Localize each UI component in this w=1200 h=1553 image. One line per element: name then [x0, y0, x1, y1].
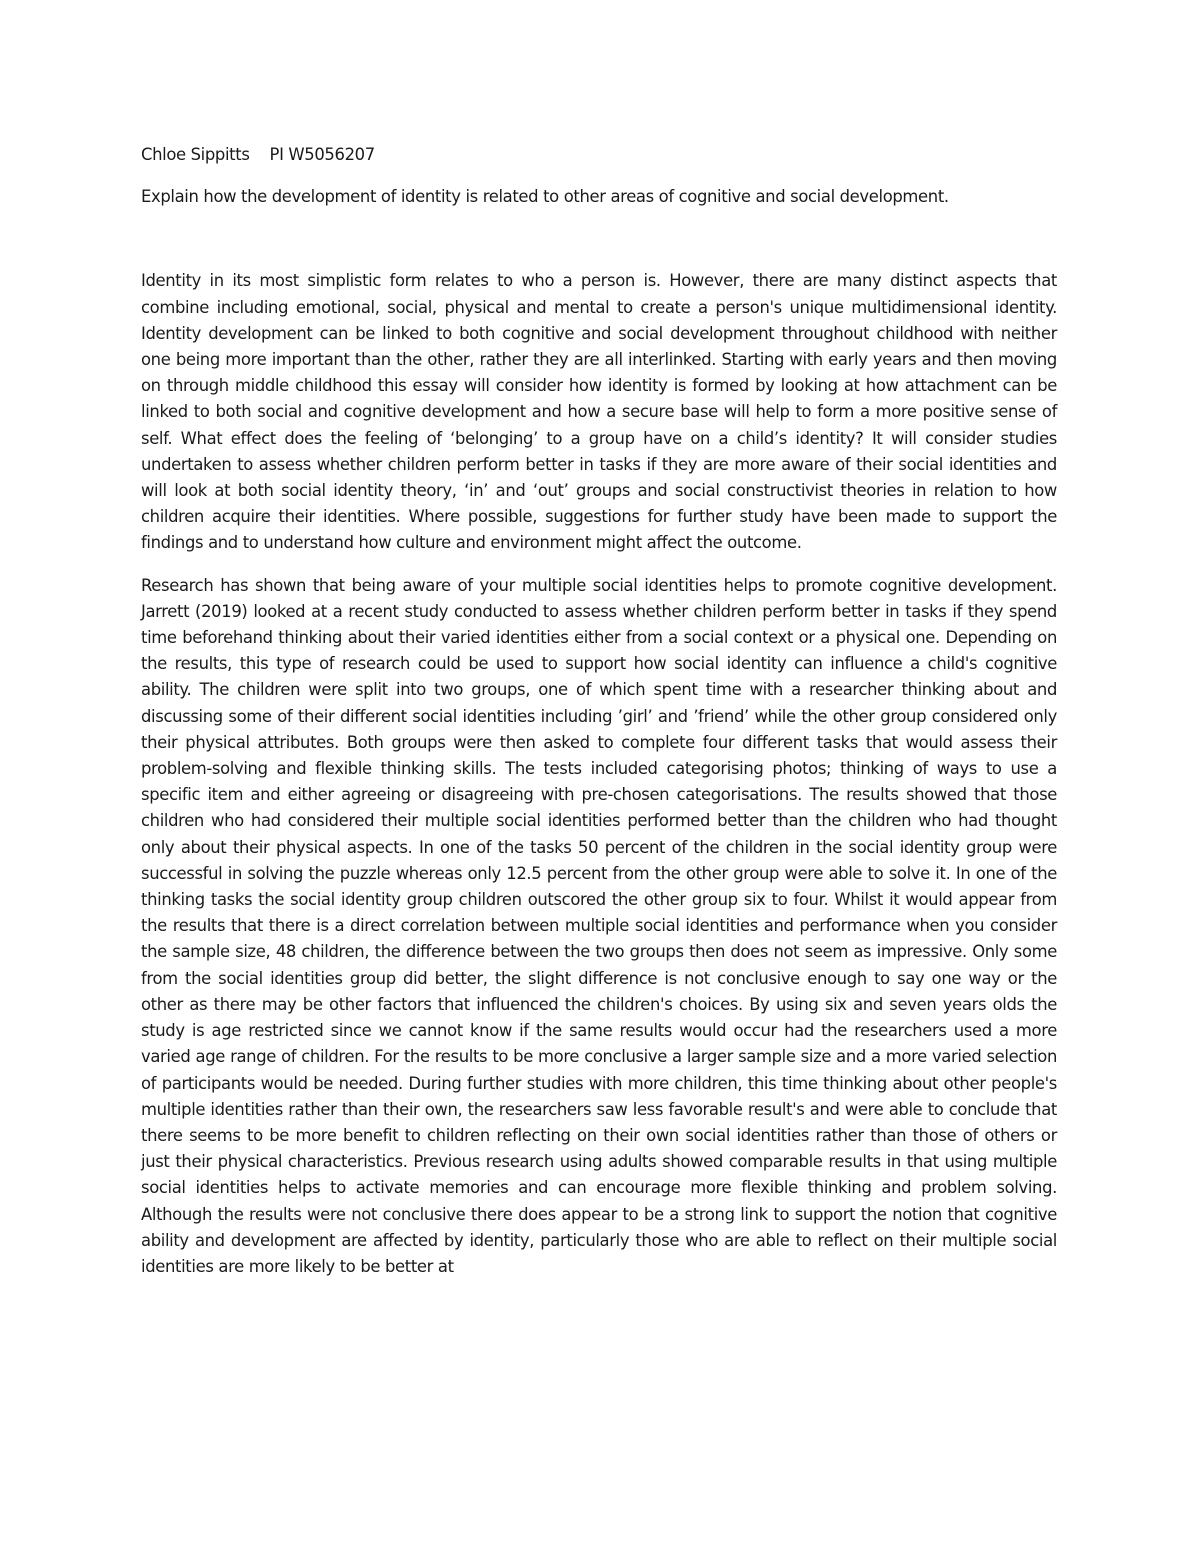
document-page	[141, 142, 1057, 1280]
document-header	[141, 142, 1057, 168]
author-name: Chloe Sippitts	[141, 145, 250, 164]
student-id: PI W5056207	[269, 145, 375, 164]
essay-question: Explain how the development of identity is related to other areas of cognitive and social development.	[141, 187, 949, 207]
body-paragraph-1: Identity in its most simplistic form relates to who a person is. However, there are many distinct aspects that combine including emotional, social, physical and mental to create a person's unique multidimensional identity. Identity development can be linked to both cognitive and social development throughout childhood with neither one being more important than the other, rather they are all interlinked. Starting with early years and then moving on through middle childhood this essay will consider how identity is formed by looking at how attachment can be linked to both social and cognitive development and how a secure base will help to form a more positive sense of self. What effect does the feeling of ‘belonging’ to a group have on a child’s identity? It will consider studies undertaken to assess whether children perform better in tasks if they are more aware of their social identities and will look at both social identity theory, ‘in’ and ‘out’ groups and social constructivist theories in relation to how children acquire their identities. Where possible, suggestions for further study have been made to support the findings and to understand how culture and environment might affect the outcome.	[141, 271, 1057, 553]
body-paragraph-2: Research has shown that being aware of your multiple social identities helps to promote cognitive development. Jarrett (2019) looked at a recent study conducted to assess whether children perform better in tasks if they spend time beforehand thinking about their varied identities either from a social context or a physical one. Depending on the results, this type of research could be used to support how social identity can influence a child's cognitive ability. The children were split into two groups, one of which spent time with a researcher thinking about and discussing some of their different social identities including ’girl’ and ’friend’ while the other group considered only their physical attributes. Both groups were then asked to complete four different tasks that would assess their problem-solving and flexible thinking skills. The tests included categorising photos; thinking of ways to use a specific item and either agreeing or disagreeing with pre-chosen categorisations. The results showed that those children who had considered their multiple social identities performed better than the children who had thought only about their physical aspects. In one of the tasks 50 percent of the children in the social identity group were successful in solving the puzzle whereas only 12.5 percent from the other group were able to solve it. In one of the thinking tasks the social identity group children outscored the other group six to four. Whilst it would appear from the results that there is a direct correlation between multiple social identities and performance when you consider the sample size, 48 children, the difference between the two groups then does not seem as impressive. Only some from the social identities group did better, the slight difference is not conclusive enough to say one way or the other as there may be other factors that influenced the children's choices. By using six and seven years olds the study is age restricted since we cannot know if the same results would occur had the researchers used a more varied age range of children. For the results to be more conclusive a larger sample size and a more varied selection of participants would be needed. During further studies with more children, this time thinking about other people's multiple identities rather than their own, the researchers saw less favorable result's and were able to conclude that there seems to be more benefit to children reflecting on their own social identities rather than those of others or just their physical characteristics. Previous research using adults showed comparable results in that using multiple social identities helps to activate memories and can encourage more flexible thinking and problem solving. Although the results were not conclusive there does appear to be a strong link to support the notion that cognitive ability and development are affected by identity, particularly those who are able to reflect on their multiple social identities are more likely to be better at	[141, 575, 1057, 1276]
